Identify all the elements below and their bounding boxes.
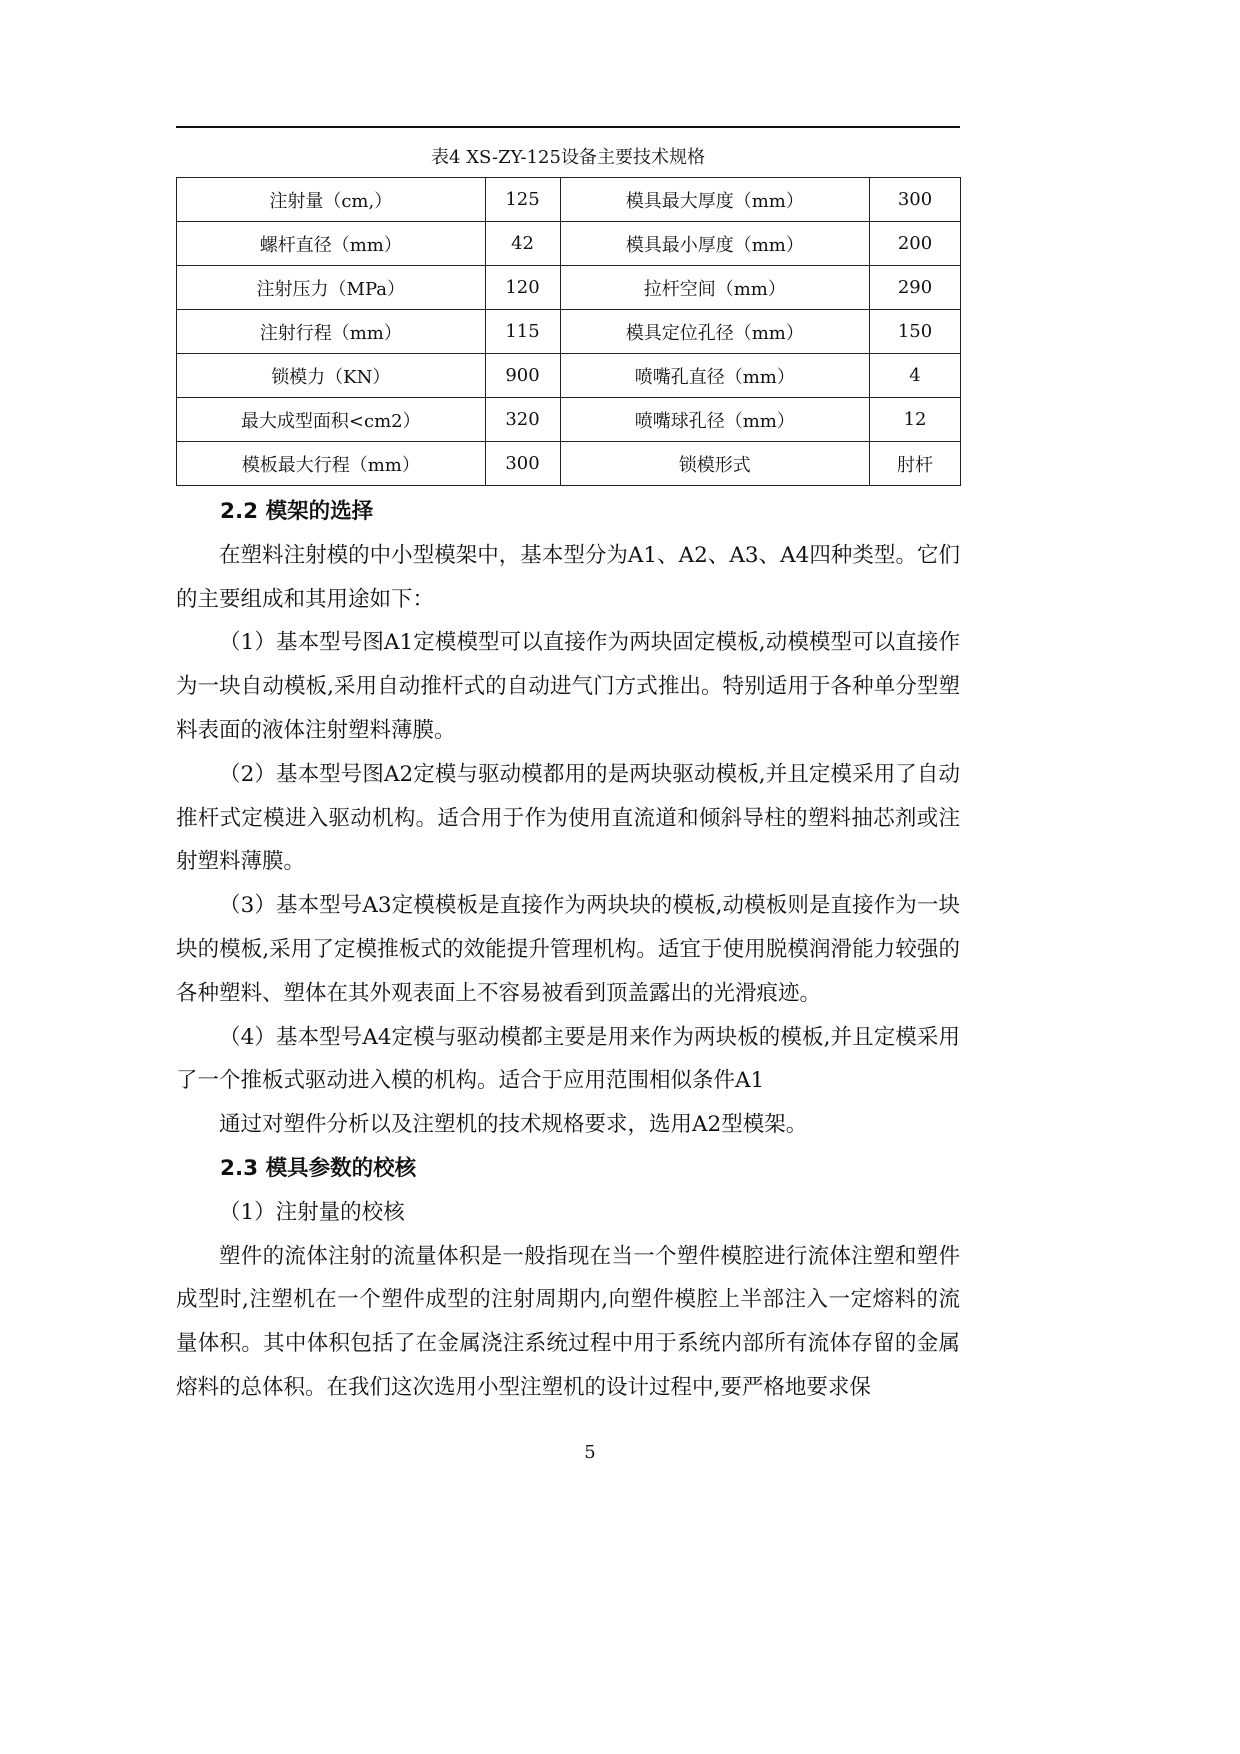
table-cell: 900 [485,354,560,398]
table-cell: 150 [870,310,961,354]
table-cell: 12 [870,398,961,442]
table-cell: 模具定位孔径（mm） [560,310,870,354]
paragraph: 塑件的流体注射的流量体积是一般指现在当一个塑件模腔进行流体注塑和塑件成型时,注塑机在一个塑件成型的注射周期内,向塑件模腔上半部注入一定熔料的流量体积。其中体积包括了在金属浇注系统过程中用于系统内部所有流体存留的金属熔料的总体积。在我们这次选用小型注塑机的设计过程中,要严格地要求保 [176,1243,960,1400]
paragraph: （1）基本型号图A1定模模型可以直接作为两块固定模板,动模模型可以直接作为一块自动模板,采用自动推杆式的自动进气门方式推出。特别适用于各种单分型塑料表面的液体注射塑料薄膜。 [176,630,960,743]
table-cell: 320 [485,398,560,442]
table-row [177,222,961,266]
table-cell: 200 [870,222,961,266]
section-heading: 2.2 模架的选择 [220,499,374,524]
spec-table [176,177,961,486]
paragraph: （4）基本型号A4定模与驱动模都主要是用来作为两块板的模板,并且定模采用了一个推板式驱动进入模的机构。适合于应用范围相似条件A1 [176,1024,960,1094]
header-rule [176,126,960,128]
table-cell: 喷嘴球孔径（mm） [560,398,870,442]
table-cell: 290 [870,266,961,310]
table-cell: 125 [485,178,560,222]
paragraph: （3）基本型号A3定模模板是直接作为两块块的模板,动模板则是直接作为一块块的模板,采用了定模推板式的效能提升管理机构。适宜于使用脱模润滑能力较强的各种塑料、塑体在其外观表面上不容易被看到顶盖露出的光滑痕迹。 [176,893,960,1006]
table-cell: 肘杆 [870,442,961,486]
table-row [177,398,961,442]
table-cell: 120 [485,266,560,310]
table-row [177,310,961,354]
table-row [177,442,961,486]
section-heading: 2.3 模具参数的校核 [220,1155,417,1181]
table-caption: 表4 XS-ZY-125设备主要技术规格 [431,147,705,168]
table-cell: 注射压力（MPa） [177,266,486,310]
table-cell: 4 [870,354,961,398]
table-cell: 模板最大行程（mm） [177,442,486,486]
paragraph: 在塑料注射模的中小型模架中，基本型分为A1、A2、A3、A4四种类型。它们的主要组成和其用途如下： [176,542,960,612]
table-cell: 300 [485,442,560,486]
table-cell: 注射行程（mm） [177,310,486,354]
paragraph: （2）基本型号图A2定模与驱动模都用的是两块驱动模板,并且定模采用了自动推杆式定模进入驱动机构。适合用于作为使用直流道和倾斜导柱的塑料抽芯剂或注射塑料薄膜。 [176,761,960,875]
table-row [177,354,961,398]
table-cell: 42 [485,222,560,266]
table-cell: 模具最小厚度（mm） [560,222,870,266]
table-cell: 螺杆直径（mm） [177,222,486,266]
table-cell: 锁模力（KN） [177,354,486,398]
table-row [177,266,961,310]
body-text [176,490,960,1410]
table-cell: 锁模形式 [560,442,870,486]
table-cell: 模具最大厚度（mm） [560,178,870,222]
table-cell: 300 [870,178,961,222]
paragraph: （1）注射量的校核 [219,1199,405,1225]
table-cell: 拉杆空间（mm） [560,266,870,310]
table-cell: 115 [485,310,560,354]
table-cell: 最大成型面积<cm2） [177,398,486,442]
page-number: 5 [584,1442,596,1463]
paragraph: 通过对塑件分析以及注塑机的技术规格要求，选用A2型模架。 [219,1112,808,1138]
table-cell: 注射量（cm,） [177,178,486,222]
table-row [177,178,961,222]
table-cell: 喷嘴孔直径（mm） [560,354,870,398]
